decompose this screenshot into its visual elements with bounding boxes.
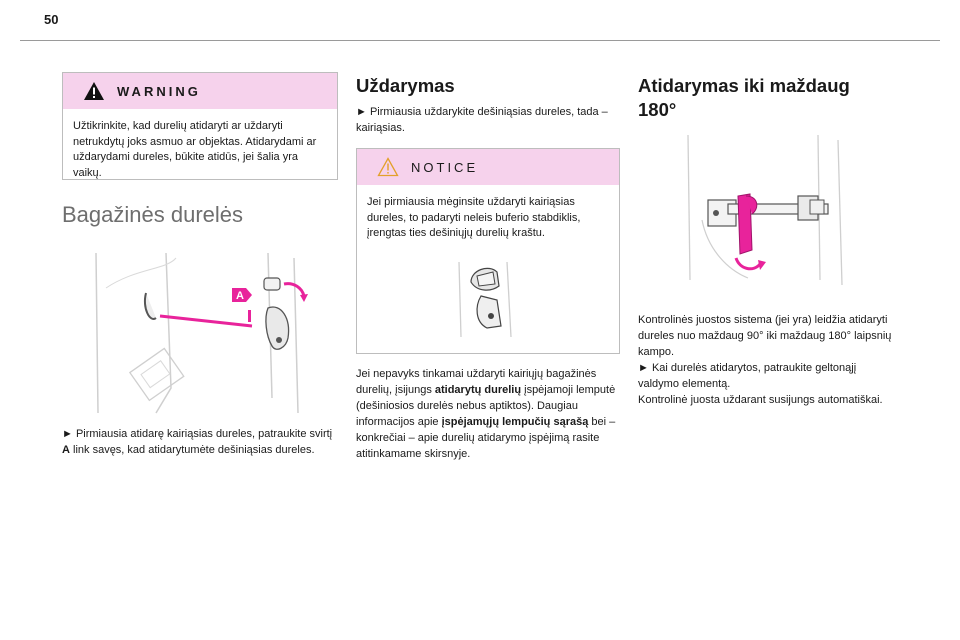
instruction-lever: A (62, 444, 70, 456)
figure-callout-a: A (236, 290, 244, 302)
section-title-opening-180: Atidarymas iki maždaug 180° (638, 75, 850, 120)
section-title-tailgate: Bagažinės durelės (62, 202, 244, 227)
check-strap-illustration (668, 130, 868, 288)
check-strap-note: Kontrolinė juosta uždarant susijungs automatiškai. (638, 394, 883, 406)
notice-title: NOTICE (411, 159, 479, 175)
page-number: 50 (44, 12, 59, 27)
closing-warning-paragraph (356, 366, 620, 462)
notice-header (357, 149, 619, 185)
warning-box (62, 72, 338, 180)
notice-box (356, 148, 620, 354)
bumper-stop-illustration (441, 252, 531, 340)
para-part-3: bei – konkrečiai – apie durelių atidarymo įspėjimą rasite atitinkamame skirsnyje. (356, 416, 616, 460)
warning-header (63, 73, 337, 109)
para-bold-warning-list: įspėjamųjų lempučių sąrašą (441, 416, 589, 428)
top-rule (20, 40, 940, 41)
column-3 (638, 72, 898, 408)
check-strap-instruction: ► Kai durelės atidarytos, patraukite geltonąjį valdymo elementą. (638, 362, 857, 390)
warning-title: WARNING (117, 83, 201, 99)
para-part-1: Jei nepavyks tinkamai uždaryti kairiųjų bagažinės durelių, įsijungs (356, 368, 597, 396)
column-1 (62, 72, 338, 458)
check-strap-description: Kontrolinės juostos sistema (jei yra) leidžia atidaryti dureles nuo maždaug 90° iki maždaug 180° laipsnių kampo. (638, 314, 892, 358)
tailgate-instruction (62, 426, 338, 458)
column-2 (356, 72, 620, 462)
instruction-tail: link savęs, kad atidarytumėte dešiniąsias dureles. (69, 444, 315, 456)
notice-triangle-icon (377, 157, 399, 177)
closing-instruction: ► Pirmiausia uždarykite dešiniąsias dureles, tada – kairiąsias. (356, 106, 608, 134)
para-bold-open-doors: atidarytų durelių (434, 384, 522, 396)
warning-text: Užtikrinkite, kad durelių atidaryti ar uždaryti netrukdytų joks asmuo ar objektas. Atidarydami ar uždarydami dureles, būkite atidūs, jei šalia yra vaikų. (73, 120, 317, 179)
para-part-2: įspėjamoji lemputė (dešiniosios durelės nebus aptiktos). Daugiau informacijos apie (356, 384, 616, 428)
section-title-closing: Uždarymas (356, 75, 455, 96)
notice-text: Jei pirmiausia mėginsite uždaryti kairiąsias dureles, to padaryti neleis buferio stabdiklis, įrengtas ties dešiniųjų durelių kraštu. (367, 196, 581, 239)
door-lever-illustration (76, 248, 316, 418)
instruction-lead: ► Pirmiausia atidarę kairiąsias dureles, patraukite svirtį (62, 428, 333, 440)
warning-triangle-icon (83, 81, 105, 101)
